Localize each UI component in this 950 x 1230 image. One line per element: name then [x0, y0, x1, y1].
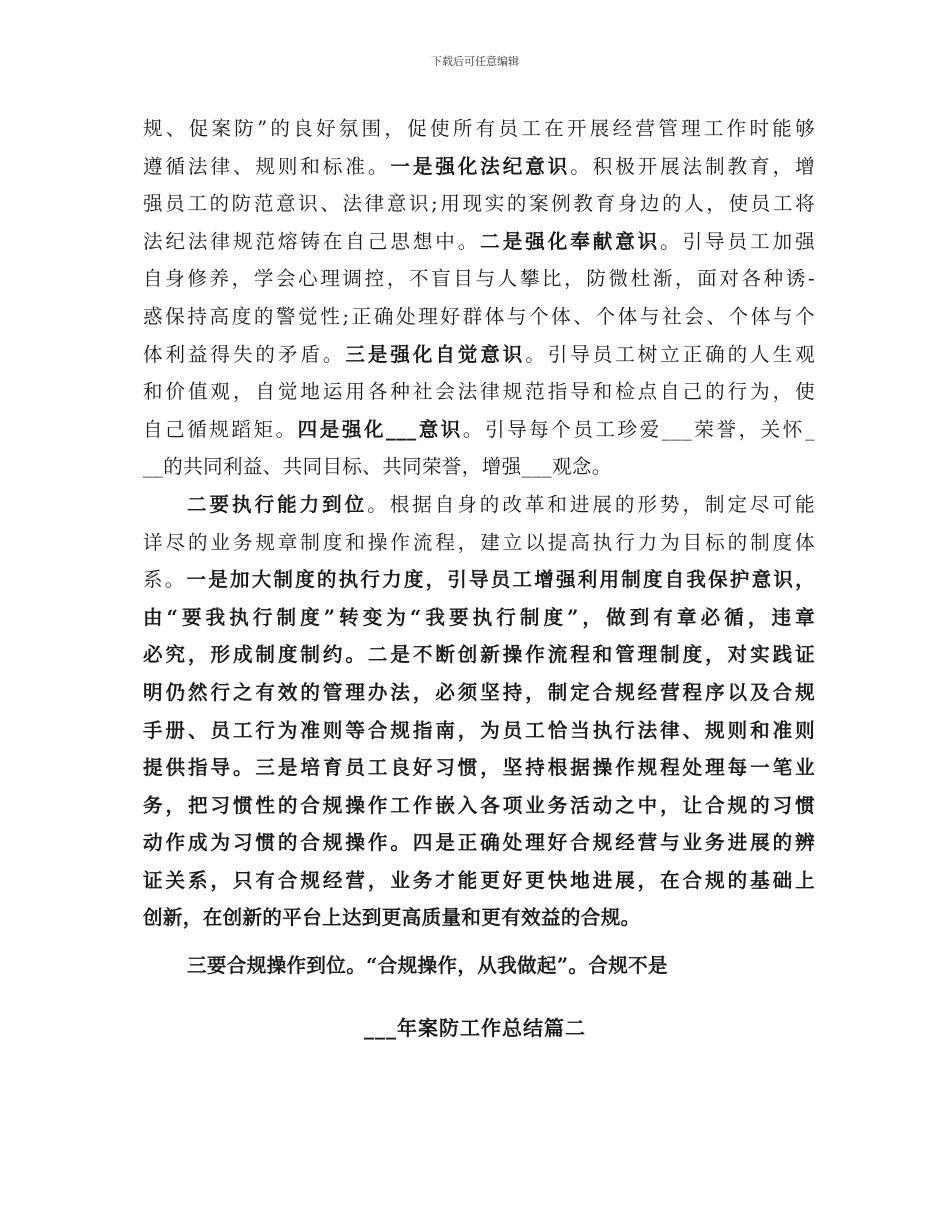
- text-line: [143, 561, 815, 599]
- bold-text-segment: 创新，在创新的平台上达到更高质量和更有效益的合规。: [143, 906, 641, 930]
- bold-text-segment: 一是强化法纪意识: [390, 154, 571, 178]
- text-line: [143, 486, 815, 524]
- text-line: [143, 787, 815, 825]
- text-segment: 强员工的防范意识、法律意识;用现实的案例教育身边的人，使员工将: [143, 192, 815, 216]
- text-line: [143, 749, 815, 787]
- bold-text-segment: 由“要我执行制度”转变为“我要执行制度”，做到有章必循，违章: [143, 605, 815, 629]
- text-line: [143, 260, 815, 298]
- bold-text-segment: 四是强化___意识: [297, 417, 463, 441]
- text-segment: 详尽的业务规章制度和操作流程，建立以提高执行力为目标的制度体: [143, 530, 815, 554]
- text-line: [143, 298, 815, 336]
- text-segment: 惑保持高度的警觉性;正确处理好群体与个体、个体与社会、个体与个: [143, 304, 815, 328]
- text-line: [143, 524, 815, 562]
- text-segment: 遵循法律、规则和标准。: [143, 154, 391, 178]
- text-segment: 自身修养，学会心理调控，不盲目与人攀比，防微杜渐，面对各种诱-: [143, 267, 815, 291]
- text-segment: 。引导员工加强: [660, 229, 815, 253]
- text-line: [143, 411, 815, 449]
- text-segment: 。引导每个员工珍爱___荣誉，关怀_: [462, 417, 816, 441]
- text-segment: 体利益得失的矛盾。: [143, 342, 346, 366]
- text-line: [143, 674, 815, 712]
- text-segment: __的共同利益、共同目标、共同荣誉，增强___观念。: [143, 455, 612, 479]
- text-line: [143, 599, 815, 637]
- text-segment: 和价值观，自觉地运用各种社会法律规范指导和检点自己的行为，使: [143, 380, 815, 404]
- bold-text-segment: 手册、员工行为准则等合规指南，为员工恰当执行法律、规则和准则: [143, 718, 815, 742]
- bold-text-segment: 必究，形成制度制约。二是不断创新操作流程和管理制度，对实践证: [143, 643, 815, 667]
- bold-text-segment: 提供指导。三是培育员工良好习惯，坚持根据操作规程处理每一笔业: [143, 756, 815, 780]
- bold-text-segment: 二是强化奉献意识: [480, 229, 661, 253]
- text-line: [143, 947, 815, 985]
- text-line: [143, 336, 815, 374]
- text-line: [143, 185, 815, 223]
- text-line: [143, 373, 815, 411]
- page-header: 下载后可任意编辑: [431, 55, 519, 68]
- text-segment: 自己循规蹈矩。: [143, 417, 298, 441]
- bold-text-segment: 证关系，只有合规经营，业务才能更好更快地进展，在合规的基础上: [143, 868, 815, 892]
- text-line: [143, 899, 815, 937]
- text-segment: 。积极开展法制教育，增: [570, 154, 815, 178]
- bold-text-segment: 三要合规操作到位。“合规操作，从我做起”。合规不是: [187, 954, 668, 978]
- bold-text-segment: 务，把习惯性的合规操作工作嵌入各项业务活动之中，让合规的习惯: [143, 793, 815, 817]
- bold-text-segment: 明仍然行之有效的管理办法，必须坚持，制定合规经营程序以及合规: [143, 680, 815, 704]
- text-line: [143, 223, 815, 261]
- paragraph-gap: [143, 937, 815, 947]
- text-line: [143, 636, 815, 674]
- text-segment: 。引导员工树立正确的人生观: [525, 342, 815, 366]
- bold-text-segment: 二要执行能力到位: [187, 492, 368, 516]
- text-line: [143, 824, 815, 862]
- text-segment: 规、促案防”的良好氛围，促使所有员工在开展经营管理工作时能够: [143, 117, 815, 140]
- text-line: [143, 862, 815, 900]
- bold-text-segment: 三是强化自觉意识: [345, 342, 526, 366]
- section-title: ___年案防工作总结篇二: [364, 1016, 586, 1040]
- text-segment: 系。: [143, 568, 187, 592]
- text-segment: 。根据自身的改革和进展的形势，制定尽可能: [367, 492, 815, 516]
- bold-text-segment: 一是加大制度的执行力度，引导员工增强利用制度自我保护意识，: [186, 568, 815, 592]
- text-line: [143, 712, 815, 750]
- document-body: [143, 110, 815, 985]
- text-segment: 法纪法律规范熔铸在自己思想中。: [143, 229, 481, 253]
- text-line: [143, 110, 815, 148]
- bold-text-segment: 动作成为习惯的合规操作。四是正确处理好合规经营与业务进展的辨: [143, 831, 815, 855]
- text-line: [143, 148, 815, 186]
- text-line: [143, 448, 815, 486]
